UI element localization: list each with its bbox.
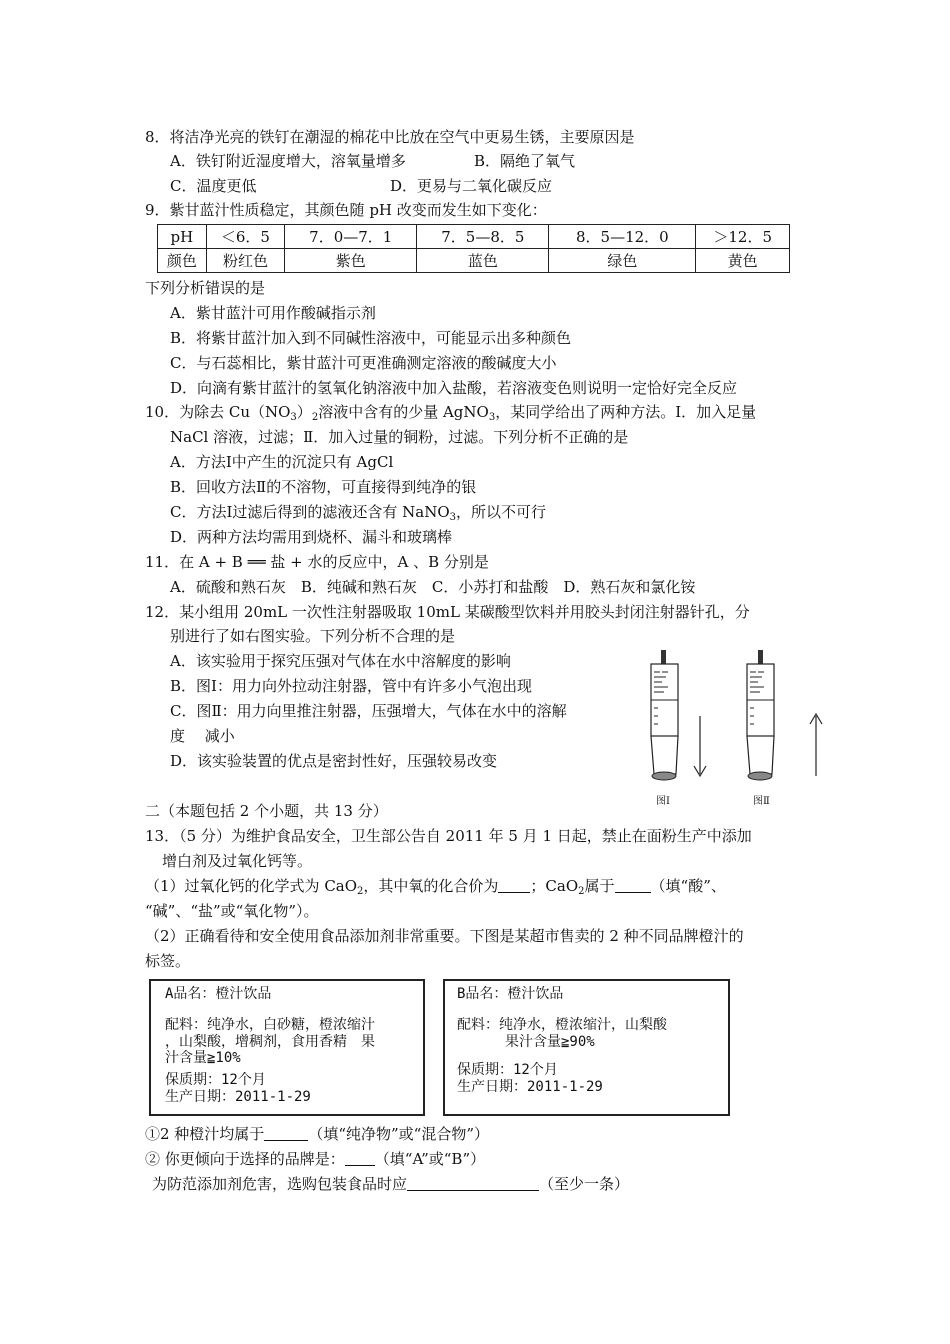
label-b-name: B品名：橙汁饮品 (457, 986, 564, 1002)
q12-stem-line1: 12．某小组用 20mL 一次性注射器吸取 10mL 某碳酸型饮料并用胶头封闭注射器针孔，分 (145, 603, 750, 621)
q8-option-c: C．温度更低 (170, 177, 257, 195)
q9-option-d: D．向滴有紫甘蓝汁的氢氧化钠溶液中加入盐酸，若溶液变色则说明一定恰好完全反应 (170, 379, 738, 397)
q9-lead: 下列分析错误的是 (145, 279, 266, 297)
blank-substance-type[interactable] (264, 1126, 308, 1141)
label-b-production-date: 生产日期：2011-1-29 (457, 1079, 603, 1095)
q13-stem-line1: 13．（5 分）为维护食品安全，卫生部公告自 2011 年 5 月 1 日起，禁止在面粉生产中添加 (145, 827, 752, 845)
q9-option-b: B．将紫甘蓝汁加入到不同碱性溶液中，可能显示出多种颜色 (170, 329, 572, 347)
syringe-figure (640, 650, 840, 815)
table-cell: 紫色 (285, 249, 417, 273)
label-a-name: A品名：橙汁饮品 (165, 986, 272, 1002)
q9-option-c: C．与石蕊相比，紫甘蓝汁可更准确测定溶液的酸碱度大小 (170, 354, 557, 372)
juice-label-a (149, 979, 425, 1116)
q9-stem: 9．紫甘蓝汁性质稳定，其颜色随 pH 改变而发生如下变化： (145, 201, 547, 219)
blank-valence[interactable] (498, 878, 530, 893)
syringe-1-icon (651, 650, 706, 780)
figure-1-caption: 图Ⅰ (656, 796, 670, 807)
q13-sub3: 为防范添加剂危害，选购包装食品时应 （至少一条） (152, 1175, 630, 1193)
juice-label-b (443, 979, 730, 1116)
q12-option-c: C．图Ⅱ：用力向里推注射器，压强增大，气体在水中的溶解 (170, 702, 567, 720)
label-b-juice-content: 果汁含量≧90% (505, 1034, 595, 1050)
q12-option-d: D．该实验装置的优点是密封性好，压强较易改变 (170, 752, 498, 770)
q8-stem: 8．将洁净光亮的铁钉在潮湿的棉花中比放在空气中更易生锈，主要原因是 (145, 128, 635, 146)
q13-sub2: ② 你更倾向于选择的品牌是： （填“A”或“B”） (145, 1150, 486, 1168)
ph-color-table (157, 224, 790, 273)
label-b-ingredients: 配料：纯净水，橙浓缩汁，山梨酸 (457, 1017, 667, 1033)
q8-option-d: D．更易与二氧化碳反应 (390, 177, 553, 195)
section-heading: 二（本题包括 2 个小题，共 13 分） (145, 802, 388, 820)
table-cell: ＜6．5 (206, 225, 285, 249)
table-cell: 粉红色 (206, 249, 285, 273)
table-cell: 黄色 (696, 249, 790, 273)
label-a-ingredients: 配料：纯净水，白砂糖，橙浓缩汁 (165, 1017, 375, 1033)
q10-option-a: A．方法Ⅰ中产生的沉淀只有 AgCl (170, 453, 394, 471)
q13-part1: （1）过氧化钙的化学式为 CaO$_2$，其中氧的化合价为 ；CaO$_2$属于 （填“酸”、 (145, 877, 726, 897)
q8-option-b: B．隔绝了氧气 (474, 152, 576, 170)
figure-2-caption: 图Ⅱ (753, 796, 770, 807)
q11-options: A．硫酸和熟石灰 B．纯碱和熟石灰 C．小苏打和盐酸 D．熟石灰和氯化铵 (170, 578, 696, 596)
table-row (158, 225, 790, 249)
q13-part2-line2: 标签。 (145, 952, 191, 970)
label-a-juice-content: 汁含量≧10% (165, 1050, 241, 1066)
table-cell: 8．5—12．0 (549, 225, 696, 249)
blank-advice[interactable] (407, 1176, 539, 1191)
q10-stem-line1: 10．为除去 $Cu(NO_3)_2$溶液中含有的少量 AgNO$_3$，某同学给出了两种方法。Ⅰ．加入足量 (145, 403, 757, 423)
q13-part1-line2: “碱”、“盐”或“氧化物”）。 (145, 902, 319, 920)
q8-option-a: A．铁钉附近湿度增大，溶氧量增多 (170, 152, 406, 170)
q12-option-b: B．图Ⅰ：用力向外拉动注射器，管中有许多小气泡出现 (170, 677, 532, 695)
q12-option-c-cont: 度 减小 (170, 727, 235, 745)
q13-stem-line2: 增白剂及过氧化钙等。 (162, 852, 313, 870)
syringe-2-icon (747, 650, 822, 780)
table-cell: 蓝色 (417, 249, 549, 273)
label-a-shelf-life: 保质期：12个月 (165, 1072, 266, 1088)
table-cell: pH (158, 225, 207, 249)
table-cell: 7．5—8．5 (417, 225, 549, 249)
table-cell: 绿色 (549, 249, 696, 273)
q11-stem: 11．在 A + B ══ 盐 + 水的反应中，A 、B 分别是 (145, 553, 489, 571)
label-a-production-date: 生产日期：2011-1-29 (165, 1089, 311, 1105)
label-a-ingredients-cont: ，山梨酸，增稠剂，食用香精 果 (165, 1034, 375, 1050)
q12-stem-line2: 别进行了如右图实验。下列分析不合理的是 (170, 627, 456, 645)
blank-brand[interactable] (345, 1151, 375, 1166)
table-cell: 颜色 (158, 249, 207, 273)
label-b-shelf-life: 保质期：12个月 (457, 1062, 558, 1078)
blank-category[interactable] (615, 878, 651, 893)
q13-part2-line1: （2）正确看待和安全使用食品添加剂非常重要。下图是某超市售卖的 2 种不同品牌橙汁的 (145, 927, 744, 945)
table-cell: 7．0—7．1 (285, 225, 417, 249)
q10-stem-line2: NaCl 溶液，过滤；Ⅱ．加入过量的铜粉，过滤。下列分析不正确的是 (170, 428, 629, 446)
q9-option-a: A．紫甘蓝汁可用作酸碱指示剂 (170, 304, 376, 322)
table-row (158, 249, 790, 273)
q10-option-c: C．方法Ⅰ过滤后得到的滤液还含有 NaNO$_3$，所以不可行 (170, 503, 547, 523)
q12-option-a: A．该实验用于探究压强对气体在水中溶解度的影响 (170, 652, 511, 670)
table-cell: ＞12．5 (696, 225, 790, 249)
q10-option-d: D．两种方法均需用到烧杯、漏斗和玻璃棒 (170, 528, 453, 546)
q13-sub1: ①2 种橙汁均属于 （填“纯净物”或“混合物”） (145, 1125, 489, 1143)
q10-option-b: B．回收方法Ⅱ的不溶物，可直接得到纯净的银 (170, 478, 477, 496)
